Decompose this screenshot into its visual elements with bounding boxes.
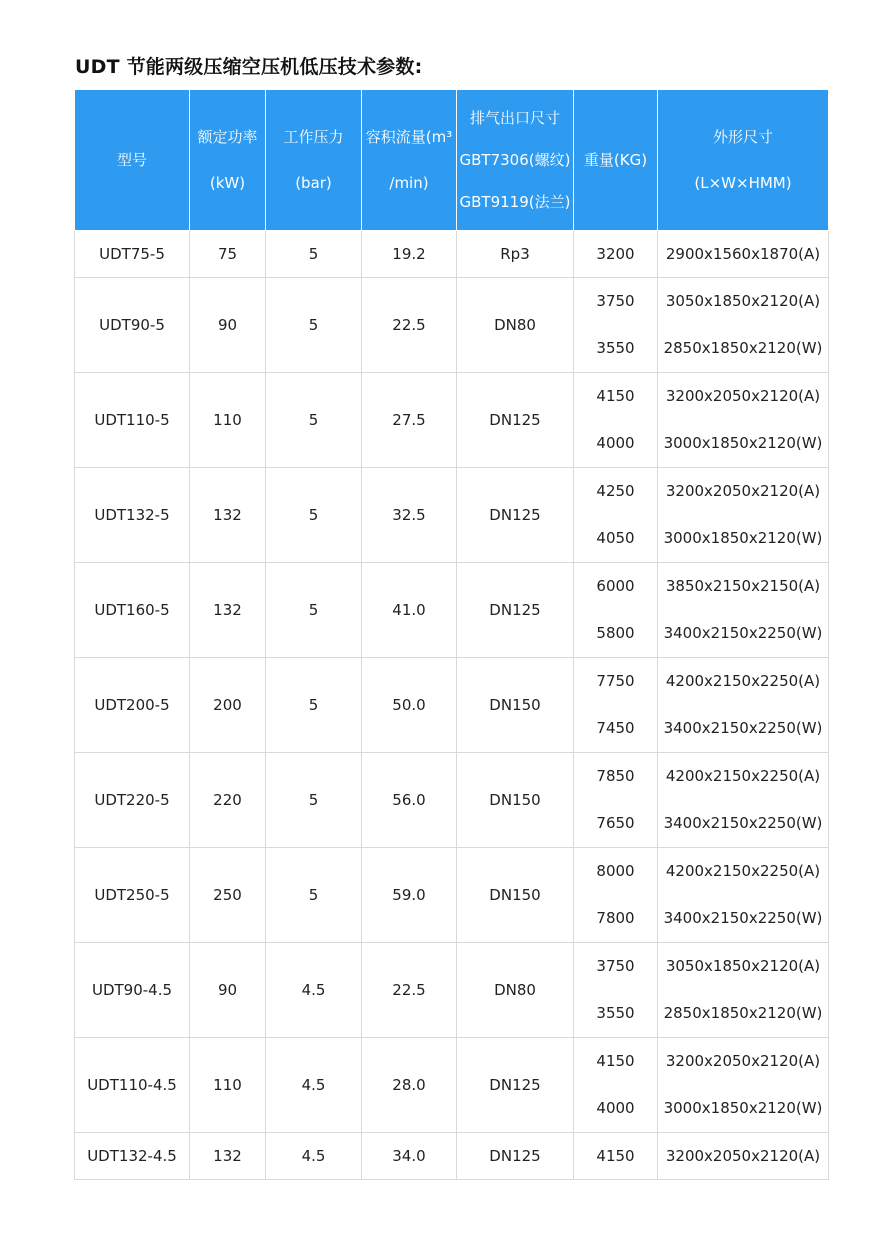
cell-pressure: 5 xyxy=(266,231,362,278)
cell-model: UDT250-5 xyxy=(75,848,190,943)
size-value: 3200x2050x2120(A) xyxy=(665,1052,821,1070)
cell-model: UDT132-4.5 xyxy=(75,1133,190,1180)
cell-flow: 41.0 xyxy=(362,563,457,658)
cell-pressure: 5 xyxy=(266,468,362,563)
size-value: 2900x1560x1870(A) xyxy=(665,245,821,263)
cell-power: 75 xyxy=(190,231,266,278)
size-value: 3050x1850x2120(A) xyxy=(665,292,821,310)
cell-size xyxy=(658,563,829,658)
cell-outlet: DN150 xyxy=(457,658,574,753)
weight-value: 7450 xyxy=(596,719,635,737)
cell-pressure: 4.5 xyxy=(266,1133,362,1180)
header-weight: 重量(KG) xyxy=(574,90,658,231)
table-row xyxy=(75,848,829,943)
cell-size xyxy=(658,373,829,468)
size-value: 3400x2150x2250(W) xyxy=(663,814,823,832)
size-value: 4200x2150x2250(A) xyxy=(665,672,821,690)
cell-weight xyxy=(574,1038,658,1133)
header-size: 外形尺寸 (L×W×HMM) xyxy=(658,90,829,231)
cell-outlet: DN80 xyxy=(457,278,574,373)
weight-value: 8000 xyxy=(596,862,635,880)
cell-flow: 32.5 xyxy=(362,468,457,563)
weight-value: 7750 xyxy=(596,672,635,690)
cell-weight xyxy=(574,658,658,753)
header-outlet: 排气出口尺寸 GBT7306(螺纹) GBT9119(法兰) xyxy=(457,90,574,231)
cell-flow: 56.0 xyxy=(362,753,457,848)
size-value: 4200x2150x2250(A) xyxy=(665,862,821,880)
size-value: 2850x1850x2120(W) xyxy=(663,339,823,357)
cell-outlet: DN125 xyxy=(457,1133,574,1180)
cell-pressure: 5 xyxy=(266,658,362,753)
cell-outlet: DN125 xyxy=(457,1038,574,1133)
cell-power: 220 xyxy=(190,753,266,848)
cell-flow: 19.2 xyxy=(362,231,457,278)
cell-size xyxy=(658,658,829,753)
table-row xyxy=(75,658,829,753)
weight-value: 4000 xyxy=(596,434,635,452)
cell-size xyxy=(658,468,829,563)
cell-outlet: DN125 xyxy=(457,563,574,658)
cell-flow: 27.5 xyxy=(362,373,457,468)
cell-weight xyxy=(574,468,658,563)
weight-value: 3750 xyxy=(596,957,635,975)
cell-outlet: DN150 xyxy=(457,753,574,848)
cell-size xyxy=(658,1133,829,1180)
size-value: 3850x2150x2150(A) xyxy=(665,577,821,595)
cell-pressure: 5 xyxy=(266,848,362,943)
cell-outlet: DN125 xyxy=(457,468,574,563)
cell-weight xyxy=(574,231,658,278)
weight-value: 4150 xyxy=(596,387,635,405)
size-value: 3050x1850x2120(A) xyxy=(665,957,821,975)
weight-value: 3550 xyxy=(596,1004,635,1022)
header-model: 型号 xyxy=(75,90,190,231)
table-row xyxy=(75,468,829,563)
table-row xyxy=(75,1038,829,1133)
cell-power: 132 xyxy=(190,1133,266,1180)
cell-size xyxy=(658,943,829,1038)
cell-power: 200 xyxy=(190,658,266,753)
cell-pressure: 5 xyxy=(266,278,362,373)
size-value: 3400x2150x2250(W) xyxy=(663,909,823,927)
weight-value: 7850 xyxy=(596,767,635,785)
weight-value: 6000 xyxy=(596,577,635,595)
cell-flow: 28.0 xyxy=(362,1038,457,1133)
cell-flow: 34.0 xyxy=(362,1133,457,1180)
cell-outlet: DN125 xyxy=(457,373,574,468)
cell-power: 250 xyxy=(190,848,266,943)
cell-pressure: 4.5 xyxy=(266,1038,362,1133)
table-row xyxy=(75,1133,829,1180)
cell-model: UDT75-5 xyxy=(75,231,190,278)
cell-power: 110 xyxy=(190,373,266,468)
table-row xyxy=(75,373,829,468)
cell-power: 90 xyxy=(190,943,266,1038)
cell-flow: 50.0 xyxy=(362,658,457,753)
cell-model: UDT200-5 xyxy=(75,658,190,753)
weight-value: 7650 xyxy=(596,814,635,832)
size-value: 3200x2050x2120(A) xyxy=(665,1147,821,1165)
cell-outlet: DN150 xyxy=(457,848,574,943)
table-row xyxy=(75,943,829,1038)
cell-pressure: 4.5 xyxy=(266,943,362,1038)
cell-model: UDT110-4.5 xyxy=(75,1038,190,1133)
size-value: 4200x2150x2250(A) xyxy=(665,767,821,785)
size-value: 3400x2150x2250(W) xyxy=(663,719,823,737)
cell-weight xyxy=(574,753,658,848)
cell-power: 110 xyxy=(190,1038,266,1133)
cell-model: UDT90-4.5 xyxy=(75,943,190,1038)
weight-value: 4150 xyxy=(596,1147,635,1165)
weight-value: 3750 xyxy=(596,292,635,310)
cell-outlet: Rp3 xyxy=(457,231,574,278)
page-title: UDT 节能两级压缩空压机低压技术参数: xyxy=(75,56,423,78)
cell-weight xyxy=(574,943,658,1038)
cell-weight xyxy=(574,1133,658,1180)
header-power: 额定功率 (kW) xyxy=(190,90,266,231)
cell-pressure: 5 xyxy=(266,753,362,848)
cell-pressure: 5 xyxy=(266,373,362,468)
weight-value: 3550 xyxy=(596,339,635,357)
cell-flow: 22.5 xyxy=(362,943,457,1038)
table-row xyxy=(75,753,829,848)
size-value: 3200x2050x2120(A) xyxy=(665,387,821,405)
cell-weight xyxy=(574,278,658,373)
size-value: 3000x1850x2120(W) xyxy=(663,434,823,452)
cell-pressure: 5 xyxy=(266,563,362,658)
table-row xyxy=(75,278,829,373)
header-flow: 容积流量(m³ /min) xyxy=(362,90,457,231)
cell-flow: 59.0 xyxy=(362,848,457,943)
cell-model: UDT90-5 xyxy=(75,278,190,373)
weight-value: 4250 xyxy=(596,482,635,500)
weight-value: 4150 xyxy=(596,1052,635,1070)
table-row xyxy=(75,231,829,278)
cell-power: 90 xyxy=(190,278,266,373)
cell-size xyxy=(658,848,829,943)
cell-power: 132 xyxy=(190,468,266,563)
cell-power: 132 xyxy=(190,563,266,658)
header-pressure: 工作压力 (bar) xyxy=(266,90,362,231)
cell-outlet: DN80 xyxy=(457,943,574,1038)
spec-table xyxy=(74,89,829,1180)
cell-size xyxy=(658,231,829,278)
size-value: 3000x1850x2120(W) xyxy=(663,1099,823,1117)
weight-value: 7800 xyxy=(596,909,635,927)
size-value: 3000x1850x2120(W) xyxy=(663,529,823,547)
cell-model: UDT220-5 xyxy=(75,753,190,848)
size-value: 3400x2150x2250(W) xyxy=(663,624,823,642)
table-row xyxy=(75,563,829,658)
weight-value: 4000 xyxy=(596,1099,635,1117)
cell-model: UDT132-5 xyxy=(75,468,190,563)
table-header-row xyxy=(75,90,829,231)
cell-flow: 22.5 xyxy=(362,278,457,373)
cell-size xyxy=(658,1038,829,1133)
cell-weight xyxy=(574,373,658,468)
size-value: 3200x2050x2120(A) xyxy=(665,482,821,500)
weight-value: 5800 xyxy=(596,624,635,642)
cell-model: UDT160-5 xyxy=(75,563,190,658)
cell-weight xyxy=(574,563,658,658)
cell-size xyxy=(658,278,829,373)
weight-value: 3200 xyxy=(596,245,635,263)
cell-size xyxy=(658,753,829,848)
cell-model: UDT110-5 xyxy=(75,373,190,468)
size-value: 2850x1850x2120(W) xyxy=(663,1004,823,1022)
weight-value: 4050 xyxy=(596,529,635,547)
cell-weight xyxy=(574,848,658,943)
